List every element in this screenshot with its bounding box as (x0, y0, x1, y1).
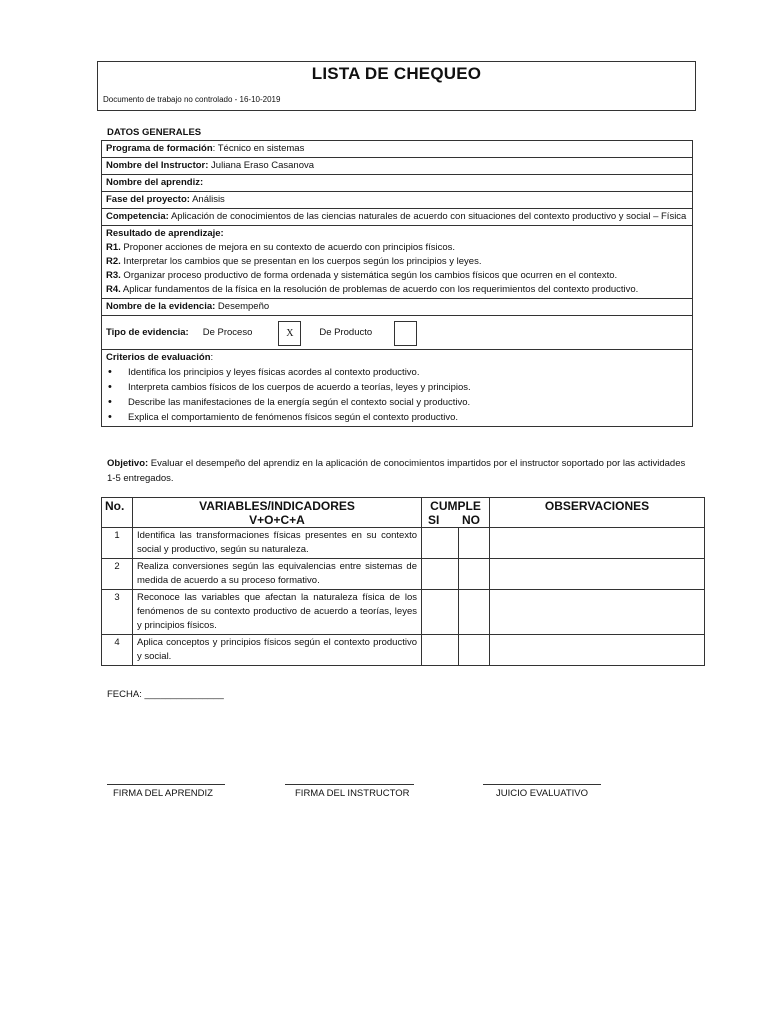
evaluation-header-row (102, 498, 705, 528)
signature-label-aprendiz: FIRMA DEL APRENDIZ (113, 788, 213, 799)
si-cell[interactable] (422, 635, 459, 666)
tipo-producto-checkbox[interactable] (394, 321, 417, 346)
fecha-line: _______________ (144, 689, 224, 700)
col-header-no-sub: NO (462, 513, 481, 527)
table-row (102, 559, 705, 590)
resultado-item (106, 283, 688, 297)
row-indicator: Reconoce las variables que afectan la naturaleza física de los fenómenos de su contexto productivo de acuerdo a teorías, leyes y principios físicos. (133, 590, 422, 635)
no-cell[interactable] (459, 528, 490, 559)
si-cell[interactable] (422, 559, 459, 590)
signature-line-juicio[interactable] (483, 784, 601, 785)
observaciones-cell[interactable] (490, 590, 705, 635)
resultado-label: Resultado de aprendizaje: (106, 228, 224, 239)
row-number: 3 (102, 590, 133, 635)
resultado-text: Aplicar fundamentos de la física en la resolución de problemas de acuerdo con los requerimientos del contexto productivo. (120, 284, 639, 295)
signature-label-juicio: JUICIO EVALUATIVO (496, 788, 589, 799)
fase-label: Fase del proyecto: (106, 194, 190, 205)
programa-label: Programa de formación (106, 143, 213, 154)
document-header (97, 61, 696, 111)
no-cell[interactable] (459, 559, 490, 590)
row-fase (102, 192, 693, 209)
row-number: 1 (102, 528, 133, 559)
resultado-text: Proponer acciones de mejora en su contexto de acuerdo con principios físicos. (120, 242, 456, 253)
row-number: 4 (102, 635, 133, 666)
table-row (102, 528, 705, 559)
criterio-item: • Explica el comportamiento de fenómenos físicos según el contexto productivo. (106, 410, 688, 425)
col-header-no: No. (102, 498, 133, 528)
row-programa (102, 141, 693, 158)
objective-text: Evaluar el desempeño del aprendiz en la aplicación de conocimientos impartidos por el instructor soportado por las actividades 1-5 entregados. (107, 458, 686, 484)
signature-line-instructor[interactable] (285, 784, 414, 785)
table-row (102, 590, 705, 635)
row-competencia (102, 209, 693, 226)
fase-value: Análisis (189, 194, 225, 205)
instructor-value: Juliana Eraso Casanova (208, 160, 315, 171)
resultado-text: Organizar proceso productivo de forma ordenada y sistemática según los cambios físicos que ocurren en el contexto. (120, 270, 618, 281)
document-title: LISTA DE CHEQUEO (311, 64, 482, 83)
criterio-item: • Interpreta cambios físicos de los cuerpos de acuerdo a teorías, leyes y principios. (106, 380, 688, 395)
section-title-datos-generales: DATOS GENERALES (107, 127, 202, 138)
row-tipo-evidencia (102, 316, 693, 350)
aprendiz-label: Nombre del aprendiz: (106, 177, 204, 188)
evaluation-table (101, 497, 705, 666)
no-cell[interactable] (459, 590, 490, 635)
resultado-item (106, 255, 688, 269)
observaciones-cell[interactable] (490, 528, 705, 559)
tipo-evidencia-label: Tipo de evidencia: (106, 327, 189, 338)
resultado-code: R1. (106, 242, 121, 253)
criterios-label: Criterios de evaluación (106, 352, 211, 363)
row-evidencia (102, 299, 693, 316)
aprendiz-field[interactable] (102, 175, 693, 192)
resultado-code: R4. (106, 284, 121, 295)
resultado-code: R3. (106, 270, 121, 281)
resultado-item (106, 269, 688, 283)
tipo-producto-label: De Producto (319, 327, 373, 338)
instructor-label: Nombre del Instructor: (106, 160, 209, 171)
row-instructor (102, 158, 693, 175)
row-indicator: Identifica las transformaciones físicas presentes en su contexto social y productivo, según su naturaleza. (133, 528, 422, 559)
signature-line-aprendiz[interactable] (107, 784, 225, 785)
row-aprendiz (102, 175, 693, 192)
resultado-text: Interpretar los cambios que se presentan en los cuerpos según los principios y leyes. (120, 256, 482, 267)
criterio-item: • Describe las manifestaciones de la energía según el contexto social y productivo. (106, 395, 688, 410)
si-cell[interactable] (422, 590, 459, 635)
resultado-item (106, 241, 688, 255)
row-resultado (102, 226, 693, 299)
si-cell[interactable] (422, 528, 459, 559)
evidencia-label: Nombre de la evidencia: (106, 301, 216, 312)
row-criterios (102, 350, 693, 427)
cumple-header: CUMPLE (430, 499, 481, 513)
general-data-table (101, 140, 693, 427)
document-control-note: Documento de trabajo no controlado - 16-10-2019 (103, 95, 281, 104)
signature-label-instructor: FIRMA DEL INSTRUCTOR (295, 788, 410, 799)
col-header-si: SI (428, 513, 440, 527)
criterio-item: • Identifica los principios y leyes físicas acordes al contexto productivo. (106, 365, 688, 380)
objective-label: Objetivo: (107, 458, 149, 469)
row-number: 2 (102, 559, 133, 590)
resultado-code: R2. (106, 256, 121, 267)
competencia-value: Aplicación de conocimientos de las ciencias naturales de acuerdo con situaciones del contexto productivo y social – Física (168, 211, 687, 222)
col-header-variables (133, 498, 422, 528)
row-indicator: Aplica conceptos y principios físicos según el contexto productivo y social. (133, 635, 422, 666)
competencia-label: Competencia: (106, 211, 169, 222)
objective-paragraph (107, 456, 687, 486)
tipo-proceso-checkbox[interactable]: X (278, 321, 301, 346)
no-cell[interactable] (459, 635, 490, 666)
observaciones-cell[interactable] (490, 635, 705, 666)
tipo-proceso-label: De Proceso (202, 327, 253, 338)
table-row (102, 635, 705, 666)
variables-header-line1: VARIABLES/INDICADORES (199, 499, 355, 513)
row-indicator: Realiza conversiones según las equivalencias entre sistemas de medida de acuerdo a su proceso formativo. (133, 559, 422, 590)
criterios-colon: : (210, 352, 214, 363)
col-header-cumple (422, 498, 490, 528)
observaciones-cell[interactable] (490, 559, 705, 590)
criterios-list (106, 365, 688, 425)
col-header-observaciones: OBSERVACIONES (490, 498, 705, 528)
evidencia-value: Desempeño (215, 301, 270, 312)
fecha-field[interactable] (107, 689, 224, 700)
fecha-label: FECHA: (107, 689, 145, 700)
variables-header-line2: V+O+C+A (249, 513, 305, 527)
programa-value: : Técnico en sistemas (212, 143, 305, 154)
